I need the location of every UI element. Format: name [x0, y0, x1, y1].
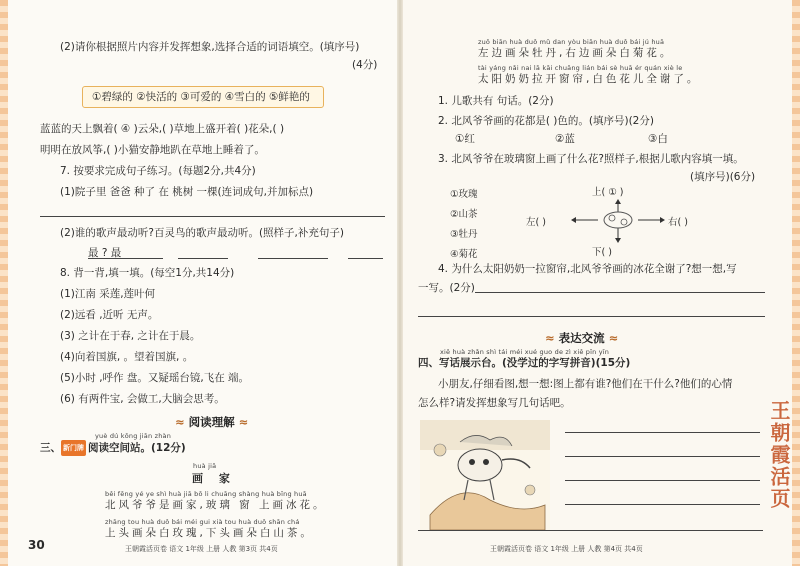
- rq1[interactable]: 1. 儿歌共有 句话。(2分): [438, 95, 554, 107]
- rq2-prompt[interactable]: 2. 北风爷爷画的花都是( )色的。(填序号)(2分): [438, 115, 654, 127]
- q8-line-1[interactable]: (1)江南 采莲,莲叶何: [60, 288, 156, 300]
- poem-line2-pinyin: zhāng tou huà duǒ bái méi gui xià tou huà duǒ shān chá: [105, 518, 300, 526]
- flower-option-1: ①玫瑰: [450, 189, 478, 200]
- q7-sub1: (1)院子里 爸爸 种了 在 桃树 一棵(连词成句,并加标点): [60, 186, 314, 198]
- part4-heading: 四、写话展示台。(没学过的字写拼音)(15分): [418, 357, 631, 369]
- left-footer: 王朝霞活页卷 语文 1年级 上册 人教 第3页 共4页: [125, 545, 278, 553]
- flower-option-4: ④菊花: [450, 249, 478, 260]
- part3-pinyin: yuè dú kōng jiān zhàn: [95, 432, 172, 440]
- writing-picture: [420, 420, 550, 530]
- writing-line-3[interactable]: [565, 480, 760, 481]
- rq2-option-3[interactable]: ③白: [648, 133, 668, 145]
- q7-answer-line[interactable]: [40, 216, 385, 217]
- poem-title-pinyin: huà jiā: [193, 462, 217, 470]
- q7-blank-1[interactable]: [88, 258, 163, 259]
- writing-line-2[interactable]: [565, 456, 760, 457]
- q8-line-5[interactable]: (5)小时 ,呼作 盘。又疑瑶台镜,飞在 端。: [60, 372, 250, 384]
- direction-down[interactable]: 下( ): [592, 247, 612, 258]
- flower-option-2: ②山茶: [450, 209, 478, 220]
- wave-icon: ≈: [545, 331, 555, 345]
- poem-line1-pinyin: běi fēng yé ye shì huà jiā bō li chuāng shàng huà bīng huā: [105, 490, 307, 498]
- part4-desc-1: 小朋友,仔细看图,想一想:图上都有谁?他们在干什么?他们的心情: [438, 378, 733, 390]
- direction-up[interactable]: 上( ① ): [592, 187, 624, 198]
- poem-line-2: 上头画朵白玫瑰,下头画朵白山茶。: [105, 527, 314, 539]
- rq2-option-1[interactable]: ①红: [455, 133, 475, 145]
- left-decorative-border: [0, 0, 8, 566]
- direction-left[interactable]: 左( ): [526, 217, 546, 228]
- q2-score: (4分): [352, 59, 378, 71]
- poem-line-3: 左边画朵牡丹,右边画朵白菊花。: [478, 47, 674, 59]
- rq3-prompt: 3. 北风爷爷在玻璃窗上画了什么花?照样子,根据儿歌内容填一填。: [438, 153, 744, 165]
- q8-line-6[interactable]: (6) 有两件宝, 会做工,大脑会思考。: [60, 393, 225, 405]
- q8-line-3[interactable]: (3) 之计在于春, 之计在于晨。: [60, 330, 201, 342]
- rq2-option-2[interactable]: ②蓝: [555, 133, 575, 145]
- rq4-line-1: 4. 为什么太阳奶奶一拉窗帘,北风爷爷画的冰花全谢了?想一想,写: [438, 263, 737, 275]
- q2-prompt: (2)请你根据照片内容并发挥想象,选择合适的词语填空。(填序号): [60, 41, 360, 53]
- direction-right[interactable]: 右( ): [668, 217, 688, 228]
- badge: 新门牌: [61, 440, 86, 456]
- page-number: 30: [28, 538, 45, 552]
- q7-blank-3[interactable]: [258, 258, 328, 259]
- rq4-line-2: 一写。(2分): [418, 282, 475, 294]
- q8-line-2[interactable]: (2)远看 ,近听 无声。: [60, 309, 159, 321]
- q7-blank-2[interactable]: [178, 258, 228, 259]
- q7-sub2-blanks[interactable]: 最 ? 最: [88, 247, 122, 259]
- part4-pinyin: xiě huà zhǎn shì tái méi xué guo de zì xiě pīn yīn: [440, 348, 610, 356]
- q7-sub2: (2)谁的歌声最动听?百灵鸟的歌声最动听。(照样子,补充句子): [60, 227, 344, 239]
- word-options: ①碧绿的 ②快活的 ③可爱的 ④雪白的 ⑤鲜艳的: [92, 91, 310, 103]
- section-reading-title: ≈ 阅读理解 ≈: [175, 415, 249, 429]
- wave-icon: ≈: [238, 415, 249, 429]
- right-footer: 王朝霞活页卷 语文 1年级 上册 人教 第4页 共4页: [490, 545, 643, 553]
- q8-prompt: 8. 背一背,填一填。(每空1分,共14分): [60, 267, 235, 279]
- writing-line-5[interactable]: [418, 530, 763, 531]
- q7-prompt: 7. 按要求完成句子练习。(每题2分,共4分): [60, 165, 256, 177]
- poem-line4-pinyin: tài yáng nǎi nai lā kāi chuāng lián bái sè huā ér quán xiè le: [478, 64, 683, 72]
- part4-desc-2: 怎么样?请发挥想象写几句话吧。: [418, 397, 571, 409]
- part3-heading: 三、 新门牌 阅读空间站。(12分): [40, 442, 186, 454]
- page-gutter: [397, 0, 403, 566]
- wave-icon: ≈: [608, 331, 619, 345]
- q2-fill-line-2[interactable]: 明明在放风筝,( )小猫安静地趴在草地上睡着了。: [40, 144, 265, 156]
- poem-line-1: 北风爷爷是画家,玻璃 窗 上画冰花。: [105, 499, 327, 511]
- q8-line-4[interactable]: (4)向着国旗, 。望着国旗, 。: [60, 351, 194, 363]
- poem-line-4: 太阳奶奶拉开窗帘,白色花儿全谢了。: [478, 73, 701, 85]
- rq3-score: (填序号)(6分): [690, 171, 756, 183]
- writing-line-4[interactable]: [565, 504, 760, 505]
- poem-line3-pinyin: zuǒ biān huà duǒ mǔ dan yòu biān huà duǒ bái jú huā: [478, 38, 665, 46]
- rq4-answer-line-2[interactable]: [418, 316, 765, 317]
- q2-fill-line-1[interactable]: 蓝蓝的天上飘着( ④ )云朵,( )草地上盛开着( )花朵,( ): [40, 123, 285, 135]
- brand-logo: 王朝霞活页: [767, 400, 791, 510]
- section-express-title: ≈ 表达交流 ≈: [545, 331, 619, 345]
- wave-icon: ≈: [175, 415, 185, 429]
- rq4-answer-line-1[interactable]: [475, 292, 765, 293]
- writing-line-1[interactable]: [565, 432, 760, 433]
- q7-blank-4[interactable]: [348, 258, 383, 259]
- poem-title: 画 家: [192, 472, 236, 485]
- window-diagram-icon: [568, 196, 668, 246]
- flower-option-3: ③牡丹: [450, 229, 478, 240]
